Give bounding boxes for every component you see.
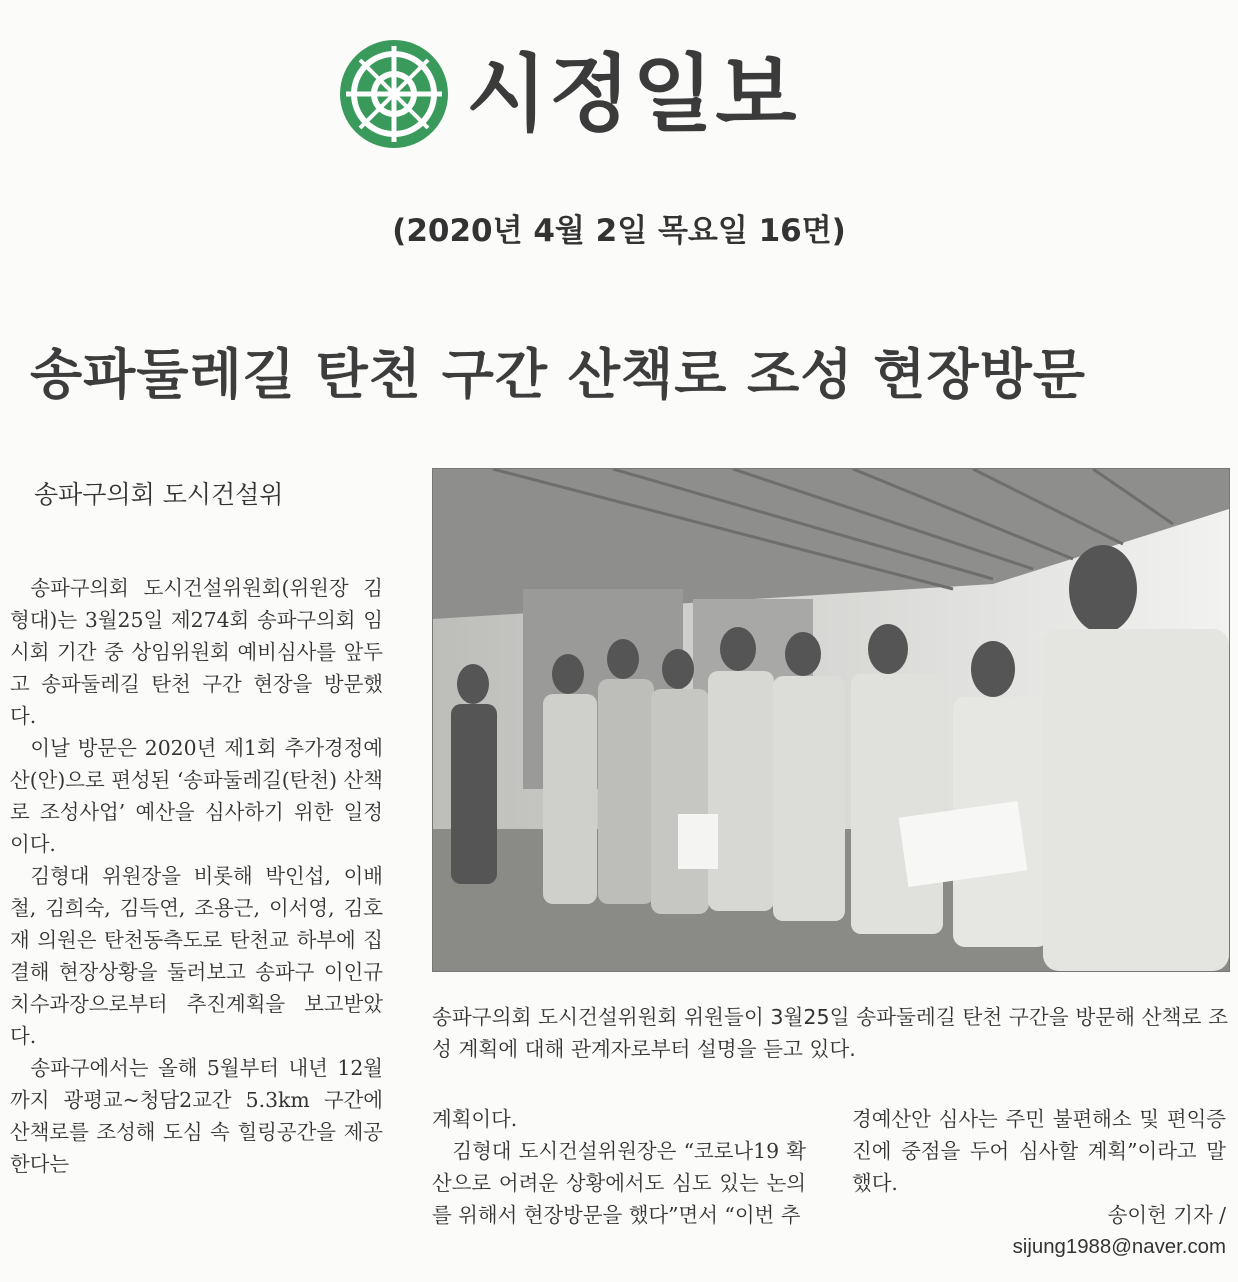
news-photo (432, 468, 1230, 972)
paragraph: 김형대 도시건설위원장은 “코로나19 확산으로 어려운 상황에서도 심도 있는 논의를 위해서 현장방문을 했다”면서 “이번 추 (432, 1139, 806, 1227)
article-column-2 (432, 1103, 806, 1231)
masthead (338, 34, 799, 154)
paragraph: 이날 방문은 2020년 제1회 추가경정예산(안)으로 편성된 ‘송파둘레길(탄천) 산책로 조성사업’ 예산을 심사하기 위한 일정이다. (10, 736, 383, 856)
emblem-logo-icon (338, 38, 450, 150)
article-column-1 (10, 572, 383, 1180)
paragraph: 송파구의회 도시건설위원회(위원장 김형대)는 3월25일 제274회 송파구의회 임시회 기간 중 상임위원회 예비심사를 앞두고 송파둘레길 탄천 구간 현장을 방문했다. (10, 576, 383, 728)
paper-name: 시정일보 (466, 45, 799, 143)
photo-caption: 송파구의회 도시건설위원회 위원들이 3월25일 송파둘레길 탄천 구간을 방문해 산책로 조성 계획에 대해 관계자로부터 설명을 듣고 있다. (432, 1005, 1228, 1061)
paragraph-continuation: 계획이다. (432, 1107, 518, 1131)
headline: 송파둘레길 탄천 구간 산책로 조성 현장방문 (30, 343, 1086, 406)
photo-image (433, 469, 1229, 971)
paragraph-continuation: 경예산안 심사는 주민 불편해소 및 편익증진에 중점을 두어 심사할 계획”이라고 말했다. (852, 1107, 1226, 1195)
byline: 송이헌 기자 / (1107, 1203, 1226, 1227)
article-column-3 (852, 1103, 1226, 1263)
reporter-email: sijung1988@naver.com (1012, 1236, 1226, 1258)
paragraph: 송파구에서는 올해 5월부터 내년 12월까지 광평교~청담2교간 5.3km 구간에 산책로를 조성해 도심 속 힐링공간을 제공한다는 (10, 1056, 383, 1176)
dateline: (2020년 4월 2일 목요일 16면) (392, 213, 846, 249)
paragraph: 김형대 위원장을 비롯해 박인섭, 이배철, 김희숙, 김득연, 조용근, 이서영, 김호재 의원은 탄천동측도로 탄천교 하부에 집결해 현장상황을 둘러보고 송파구 이인규 치수과장으로부터 추진계획을 보고받았다. (10, 864, 383, 1048)
subhead: 송파구의회 도시건설위 (34, 480, 284, 509)
